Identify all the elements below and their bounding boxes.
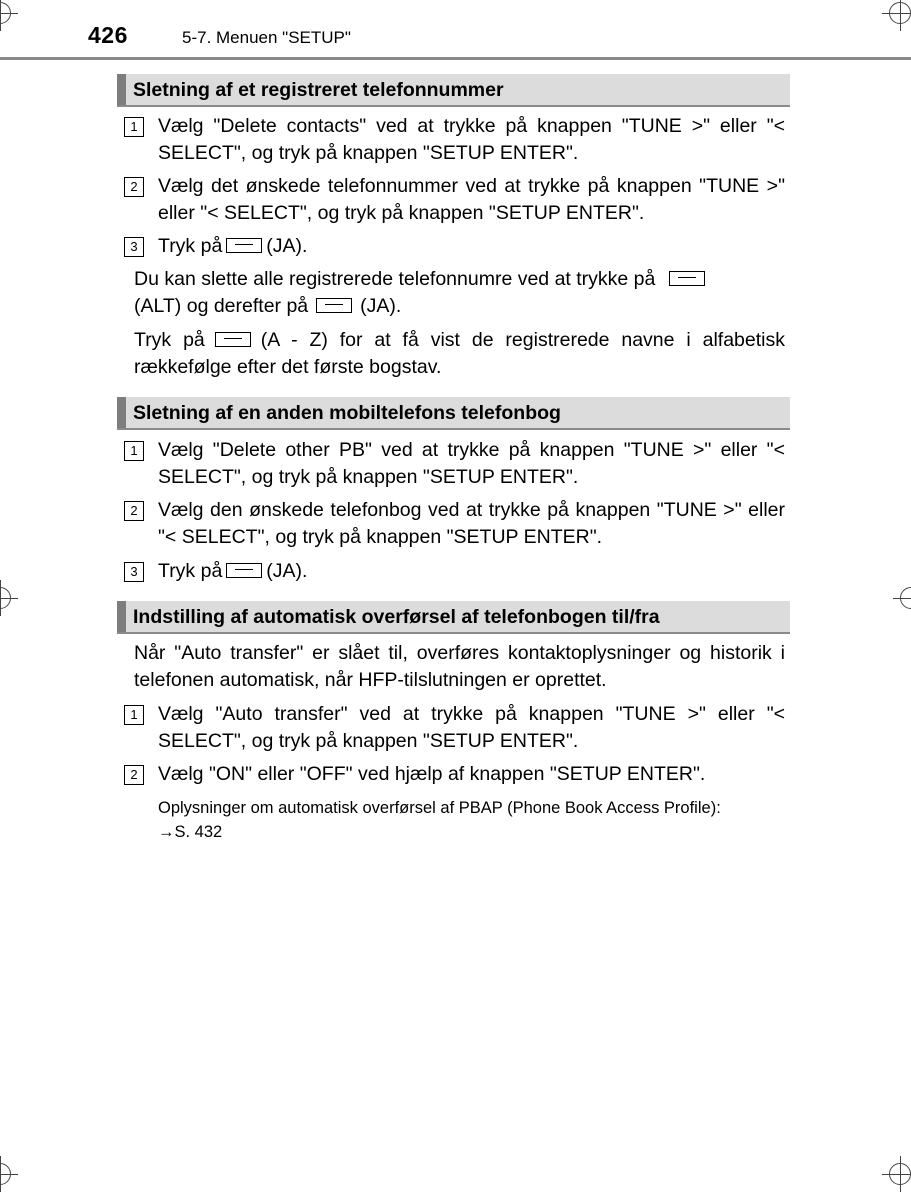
step-number: 1 [124,441,144,461]
step-number: 2 [124,177,144,197]
paragraph-text: Du kan slette alle registrerede telefonnumre ved at trykke på [134,268,656,290]
button-key-icon [669,271,705,286]
step-text-after: (JA). [266,560,308,582]
registration-mark-icon [900,587,911,609]
paragraph-text: (A - Z) for at få vist de registrerede navne i alfabetisk rækkefølge efter det første bogstav. [134,329,785,378]
button-key-icon [226,238,262,253]
step-text-before: Tryk på [158,235,223,257]
step-number: 2 [124,501,144,521]
step-text [158,233,785,260]
registration-mark-icon [0,1163,11,1185]
section-heading-bar [117,601,126,632]
registration-mark-icon [889,2,911,24]
section-heading-label: Indstilling af automatisk overførsel af telefonbogen til/fra [133,606,660,628]
page-reference: →S. 432 [158,823,223,841]
registration-mark-icon [0,2,11,24]
section-heading [117,397,790,430]
step-text-after: (JA). [266,235,308,257]
step-text: Vælg "Auto transfer" ved at trykke på knappen "TUNE >" eller "< SELECT", og tryk på knappen "SETUP ENTER". [158,703,785,752]
section-heading-label: Sletning af et registreret telefonnummer [133,79,504,101]
step-number: 1 [124,117,144,137]
note [158,796,785,844]
section-heading-label: Sletning af en anden mobiltelefons telefonbog [133,402,561,424]
chapter-title: 5-7. Menuen "SETUP" [182,28,351,47]
step-number: 3 [124,562,144,582]
step-text: Vælg "Delete contacts" ved at trykke på knappen "TUNE >" eller "< SELECT", og tryk på knappen "SETUP ENTER". [158,115,785,164]
step-text: Vælg "Delete other PB" ved at trykke på knappen "TUNE >" eller "< SELECT", og tryk på knappen "SETUP ENTER". [158,439,785,488]
section-heading [117,601,790,634]
paragraph-text: (ALT) og derefter på [134,295,309,317]
page-number: 426 [88,22,128,48]
paragraph [134,266,785,320]
paragraph-text: Tryk på [134,329,205,351]
paragraph: Når "Auto transfer" er slået til, overføres kontaktoplysninger og historik i telefonen automatisk, når HFP-tilslutningen er oprettet. [134,642,785,691]
step-text: Vælg det ønskede telefonnummer ved at trykke på knappen "TUNE >" eller "< SELECT", og tryk på knappen "SETUP ENTER". [158,175,785,224]
header-rule [0,57,911,60]
note-text: Oplysninger om automatisk overførsel af PBAP (Phone Book Access Profile): [158,799,721,817]
paragraph [134,327,785,381]
step-text: Vælg "ON" eller "OFF" ved hjælp af knappen "SETUP ENTER". [158,763,706,785]
section-heading-bar [117,74,126,105]
button-key-icon [215,332,251,347]
section-heading-bar [117,397,126,428]
button-key-icon [226,563,262,578]
step-number: 2 [124,765,144,785]
step-number: 3 [124,237,144,257]
registration-mark-icon [889,1163,911,1185]
step-number: 1 [124,705,144,725]
button-key-icon [316,298,352,313]
registration-mark-icon [0,587,11,609]
paragraph-text: (JA). [360,295,402,317]
section-heading [117,74,790,107]
step-text-before: Tryk på [158,560,223,582]
step-text: Vælg den ønskede telefonbog ved at trykke på knappen "TUNE >" eller "< SELECT", og tryk på knappen "SETUP ENTER". [158,499,785,548]
step-text [158,558,785,585]
